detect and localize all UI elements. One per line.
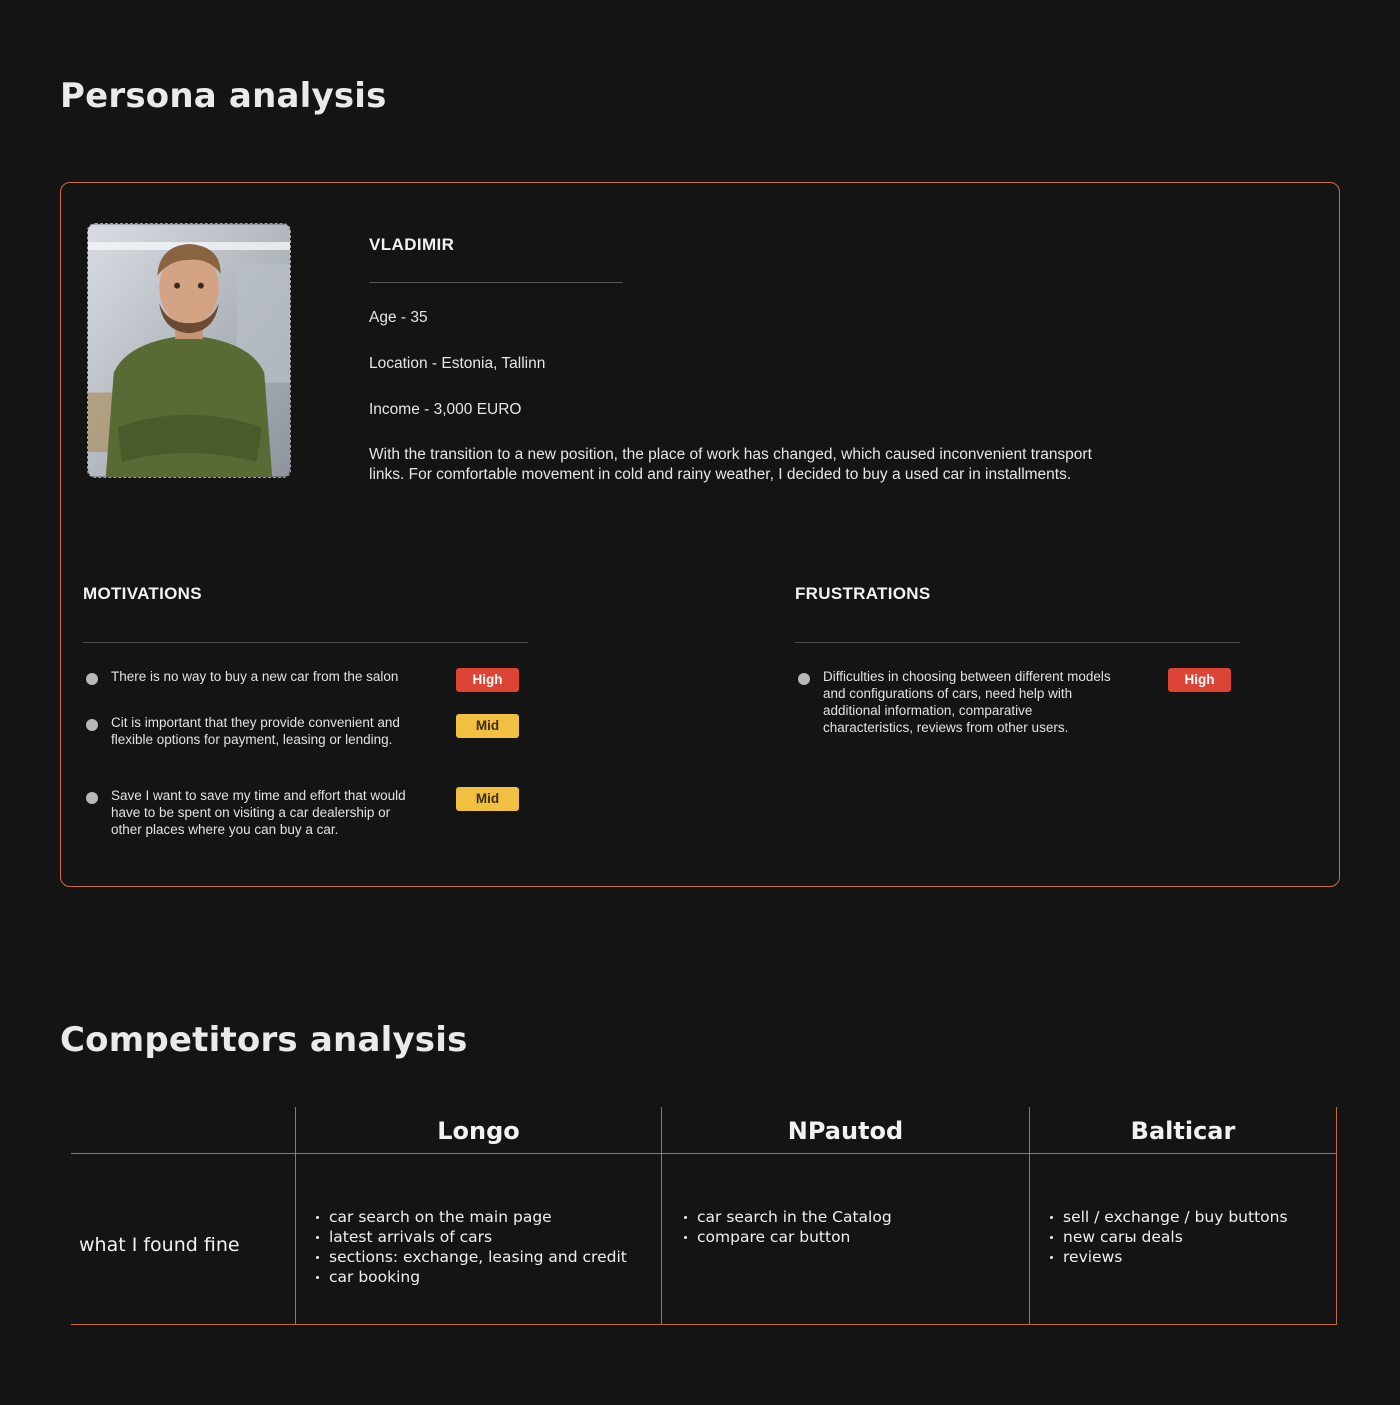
table-divider	[71, 1324, 1337, 1325]
row-label: what I found fine	[79, 1234, 240, 1256]
longo-findings-list	[314, 1207, 627, 1287]
priority-badge: High	[456, 668, 519, 692]
list-item: new carы deals	[1048, 1227, 1288, 1247]
persona-card	[60, 182, 1340, 887]
motivation-text: Cit is important that they provide convenient and flexible options for payment, leasing or lending.	[111, 715, 400, 747]
competitors-table	[71, 1107, 1337, 1325]
frustrations-heading: FRUSTRATIONS	[795, 584, 931, 603]
bullet-dot-icon	[86, 673, 98, 685]
list-item: sell / exchange / buy buttons	[1048, 1207, 1288, 1227]
persona-bio: With the transition to a new position, the place of work has changed, which caused inconvenient transport links. For comfortable movement in cold and rainy weather, I decided to buy a used car in installments.	[369, 446, 1092, 483]
list-item: car search in the Catalog	[682, 1207, 892, 1227]
bullet-dot-icon	[798, 673, 810, 685]
persona-age: Age - 35	[369, 309, 428, 326]
motivation-text: There is no way to buy a new car from the salon	[111, 669, 399, 684]
priority-badge: Mid	[456, 787, 519, 811]
list-item: car booking	[314, 1267, 627, 1287]
frustration-text: Difficulties in choosing between different models and configurations of cars, need help with additional information, comparative characteristics, reviews from other users.	[823, 669, 1111, 735]
motivation-text: Save I want to save my time and effort that would have to be spent on visiting a car dealership or other places where you can buy a car.	[111, 788, 406, 837]
motivations-heading: MOTIVATIONS	[83, 584, 202, 603]
persona-analysis-title: Persona analysis	[60, 76, 387, 116]
person-portrait-icon	[88, 224, 290, 477]
balticar-findings-list	[1048, 1207, 1288, 1267]
persona-income: Income - 3,000 EURO	[369, 401, 522, 418]
persona-photo	[87, 223, 291, 478]
competitor-header-npautod: NPautod	[787, 1116, 904, 1145]
motivations-divider	[83, 642, 528, 643]
table-divider	[1336, 1107, 1337, 1325]
list-item: compare car button	[682, 1227, 892, 1247]
list-item: reviews	[1048, 1247, 1288, 1267]
competitor-header-longo: Longo	[437, 1116, 520, 1145]
priority-badge: Mid	[456, 714, 519, 738]
frustrations-divider	[795, 642, 1240, 643]
competitors-analysis-title: Competitors analysis	[60, 1020, 468, 1060]
competitor-header-balticar: Balticar	[1130, 1116, 1236, 1145]
bullet-dot-icon	[86, 792, 98, 804]
priority-badge: High	[1168, 668, 1231, 692]
persona-location: Location - Estonia, Tallinn	[369, 355, 546, 372]
name-divider	[369, 282, 623, 283]
list-item: latest arrivals of cars	[314, 1227, 627, 1247]
list-item: sections: exchange, leasing and credit	[314, 1247, 627, 1267]
npautod-findings-list	[682, 1207, 892, 1247]
bullet-dot-icon	[86, 719, 98, 731]
persona-name: VLADIMIR	[369, 235, 455, 254]
list-item: car search on the main page	[314, 1207, 627, 1227]
